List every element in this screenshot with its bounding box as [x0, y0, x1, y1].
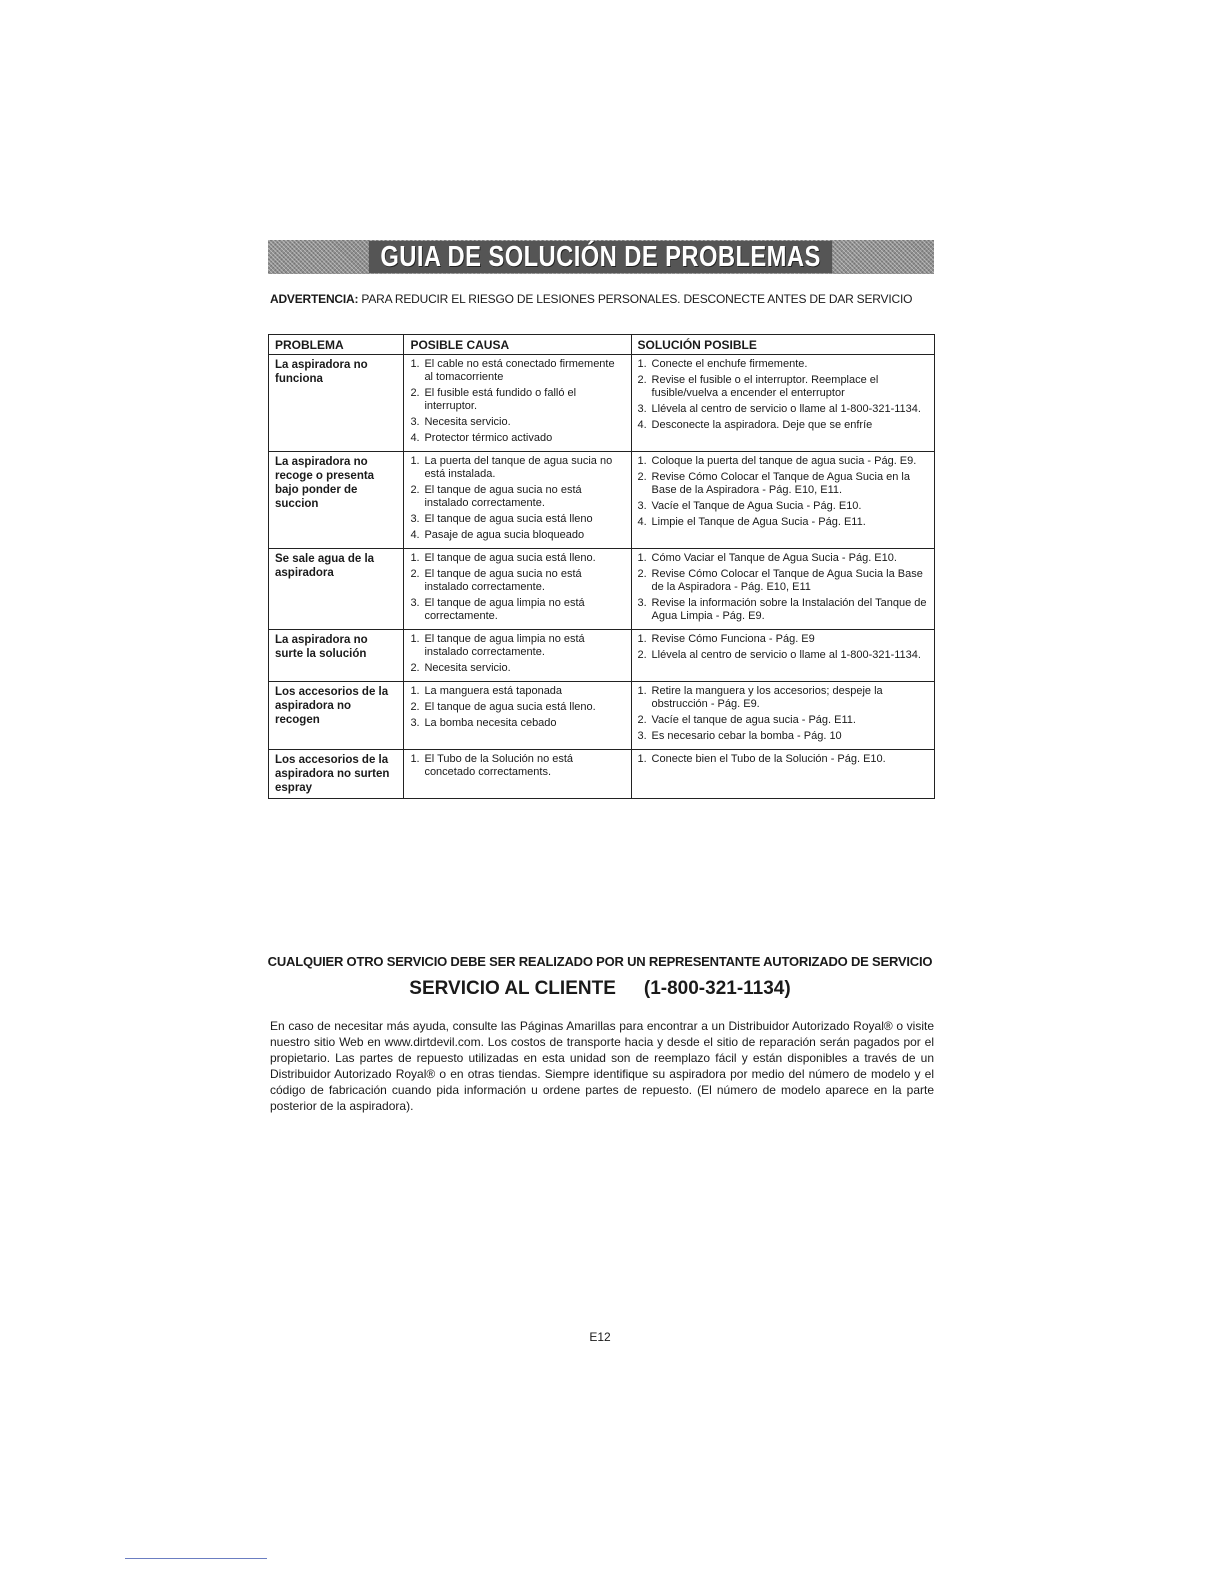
problem-cell: Los accesorios de la aspiradora no recogen: [269, 682, 404, 750]
table-row: [269, 549, 935, 630]
problem-cell: La aspiradora no funciona: [269, 355, 404, 452]
item-text: La manguera está taponada: [424, 685, 563, 697]
item-text: El tanque de agua sucia está lleno.: [424, 552, 596, 564]
table-row: [269, 682, 935, 750]
item-text: Vacíe el tanque de agua sucia - Pág. E11.: [651, 714, 856, 726]
item-text: Cómo Vaciar el Tanque de Agua Sucia - Pág. E10.: [651, 552, 897, 564]
header-problem: PROBLEMA: [269, 335, 404, 355]
item-number: 1.: [637, 685, 647, 697]
item-text: Revise la información sobre la Instalación del Tanque de Agua Limpia - Pág. E9.: [651, 597, 927, 622]
solution-item: [638, 403, 928, 416]
table-row: [269, 630, 935, 682]
solution-item: [638, 633, 928, 646]
item-text: El cable no está conectado firmemente al tomacorriente: [424, 358, 615, 383]
item-text: El tanque de agua limpia no está correctamente.: [424, 597, 585, 622]
table-row: [269, 750, 935, 799]
customer-service-label: SERVICIO AL CLIENTE: [409, 978, 616, 999]
item-text: Retire la manguera y los accesorios; despeje la obstrucción - Pág. E9.: [651, 685, 883, 710]
item-number: 3.: [637, 730, 647, 742]
item-text: Necesita servicio.: [424, 416, 511, 428]
problem-cell: La aspiradora no recoge o presenta bajo ponder de succion: [269, 452, 404, 549]
solution-item: [638, 455, 928, 468]
item-text: El tanque de agua sucia no está instalado correctamente.: [424, 568, 582, 593]
item-text: Desconecte la aspiradora. Deje que se enfríe: [651, 419, 873, 431]
item-text: Conecte bien el Tubo de la Solución - Pág. E10.: [651, 753, 886, 765]
cause-cell: [404, 750, 631, 799]
item-number: 3.: [637, 500, 647, 512]
item-number: 2.: [637, 568, 647, 580]
problem-cell: Los accesorios de la aspiradora no surten espray: [269, 750, 404, 799]
table-row: [269, 452, 935, 549]
cause-item: [410, 685, 624, 698]
solution-item: [638, 374, 928, 400]
solution-item: [638, 649, 928, 662]
item-number: 4.: [637, 516, 647, 528]
table-body: [269, 355, 935, 799]
cause-item: [410, 701, 624, 714]
item-text: El fusible está fundido o falló el interruptor.: [424, 387, 577, 412]
solution-item: [638, 552, 928, 565]
solution-cell: [631, 452, 934, 549]
cause-item: [410, 662, 624, 675]
item-number: 2.: [637, 374, 647, 386]
item-number: 1.: [410, 685, 420, 697]
item-text: Necesita servicio.: [424, 662, 511, 674]
item-text: Revise el fusible o el interruptor. Reemplace el fusible/vuelva a encender el enterruptor: [651, 374, 879, 399]
item-text: Protector térmico activado: [424, 432, 553, 444]
item-number: 2.: [410, 484, 420, 496]
solution-cell: [631, 682, 934, 750]
item-text: La puerta del tanque de agua sucia no está instalada.: [424, 455, 613, 480]
item-number: 3.: [410, 717, 420, 729]
cause-item: [410, 717, 624, 730]
service-notice: CUALQUIER OTRO SERVICIO DEBE SER REALIZADO POR UN REPRESENTANTE AUTORIZADO DE SERVICIO: [267, 954, 933, 969]
cause-cell: [404, 549, 631, 630]
item-text: Vacíe el Tanque de Agua Sucia - Pág. E10.: [651, 500, 862, 512]
page-title: GUIA DE SOLUCIÓN DE PROBLEMAS: [369, 241, 832, 273]
item-text: Es necesario cebar la bomba - Pág. 10: [651, 730, 842, 742]
item-text: Limpie el Tanque de Agua Sucia - Pág. E11.: [651, 516, 866, 528]
warning-label: ADVERTENCIA:: [270, 292, 359, 306]
item-text: Conecte el enchufe firmemente.: [651, 358, 808, 370]
item-text: Revise Cómo Colocar el Tanque de Agua Sucia la Base de la Aspiradora - Pág. E10, E11: [651, 568, 923, 593]
cause-item: [410, 633, 624, 659]
item-number: 1.: [410, 753, 420, 765]
item-number: 3.: [410, 597, 420, 609]
cause-cell: [404, 452, 631, 549]
cause-item: [410, 416, 624, 429]
header-cause: POSIBLE CAUSA: [404, 335, 631, 355]
cause-item: [410, 513, 624, 526]
cause-cell: [404, 630, 631, 682]
item-number: 2.: [637, 714, 647, 726]
solution-item: [638, 597, 928, 623]
item-number: 2.: [410, 701, 420, 713]
item-number: 2.: [637, 471, 647, 483]
item-number: 2.: [637, 649, 647, 661]
item-text: El tanque de agua sucia no está instalado correctamente.: [424, 484, 582, 509]
troubleshooting-table: [268, 334, 935, 799]
cause-cell: [404, 355, 631, 452]
customer-service-phone: (1-800-321-1134): [643, 978, 791, 999]
table-row: [269, 355, 935, 452]
item-text: El tanque de agua limpia no está instalado correctamente.: [424, 633, 585, 658]
cause-item: [410, 358, 624, 384]
item-number: 1.: [637, 633, 647, 645]
cause-item: [410, 753, 624, 779]
item-number: 3.: [637, 403, 647, 415]
item-text: Coloque la puerta del tanque de agua sucia - Pág. E9.: [651, 455, 917, 467]
warning-text: PARA REDUCIR EL RIESGO DE LESIONES PERSONALES. DESCONECTE ANTES DE DAR SERVICIO: [361, 292, 913, 306]
item-text: El Tubo de la Solución no está concetado correctaments.: [424, 753, 574, 778]
cause-item: [410, 597, 624, 623]
help-paragraph: En caso de necesitar más ayuda, consulte las Páginas Amarillas para encontrar a un Distribuidor Autorizado Royal® o visite nuestro sitio Web en www.dirtdevil.com. Los costos de transporte hacia y desde el sitio de reparación serán pagados por el propietario. Las partes de repuesto utilizadas en esta unidad son de reemplazo fácil y están disponibles a través de un Distribuidor Autorizado Royal® o en otras tiendas. Siempre identifique su aspiradora por medio del número de modelo y el código de fabricación cuando pida información u ordene partes de repuesto. (El número de modelo aparece en la parte posterior de la aspiradora).: [270, 1019, 934, 1113]
item-number: 4.: [410, 432, 420, 444]
title-banner: [268, 240, 934, 274]
item-number: 3.: [410, 513, 420, 525]
item-number: 2.: [410, 387, 420, 399]
cause-item: [410, 568, 624, 594]
item-text: El tanque de agua sucia está lleno.: [424, 701, 596, 713]
item-number: 2.: [410, 662, 420, 674]
item-text: La bomba necesita cebado: [424, 717, 557, 729]
cause-item: [410, 484, 624, 510]
item-text: Revise Cómo Colocar el Tanque de Agua Sucia en la Base de la Aspiradora - Pág. E10, E11.: [651, 471, 910, 496]
solution-item: [638, 471, 928, 497]
solution-item: [638, 500, 928, 513]
warning-line: [270, 292, 970, 306]
item-number: 3.: [637, 597, 647, 609]
cause-item: [410, 432, 624, 445]
item-text: Llévela al centro de servicio o llame al 1-800-321-1134.: [651, 403, 921, 415]
solution-cell: [631, 355, 934, 452]
cause-cell: [404, 682, 631, 750]
cause-item: [410, 552, 624, 565]
solution-item: [638, 753, 928, 766]
cause-item: [410, 455, 624, 481]
item-number: 4.: [637, 419, 647, 431]
item-number: 1.: [637, 358, 647, 370]
item-text: Llévela al centro de servicio o llame al 1-800-321-1134.: [651, 649, 921, 661]
solution-item: [638, 685, 928, 711]
item-text: Pasaje de agua sucia bloqueado: [424, 529, 585, 541]
solution-cell: [631, 630, 934, 682]
cause-item: [410, 387, 624, 413]
item-number: 4.: [410, 529, 420, 541]
item-number: 1.: [410, 633, 420, 645]
item-number: 3.: [410, 416, 420, 428]
solution-cell: [631, 549, 934, 630]
solution-item: [638, 358, 928, 371]
solution-item: [638, 568, 928, 594]
corner-divider: [125, 1558, 267, 1559]
cause-item: [410, 529, 624, 542]
item-number: 1.: [637, 455, 647, 467]
problem-cell: La aspiradora no surte la solución: [269, 630, 404, 682]
solution-cell: [631, 750, 934, 799]
item-number: 2.: [410, 568, 420, 580]
item-text: El tanque de agua sucia está lleno: [424, 513, 593, 525]
solution-item: [638, 419, 928, 432]
item-number: 1.: [410, 358, 420, 370]
customer-service: [260, 978, 940, 1000]
header-solution: SOLUCIÓN POSIBLE: [631, 335, 934, 355]
item-number: 1.: [637, 753, 647, 765]
item-number: 1.: [637, 552, 647, 564]
item-number: 1.: [410, 552, 420, 564]
solution-item: [638, 730, 928, 743]
solution-item: [638, 714, 928, 727]
item-number: 1.: [410, 455, 420, 467]
table-header-row: [269, 335, 935, 355]
problem-cell: Se sale agua de la aspiradora: [269, 549, 404, 630]
item-text: Revise Cómo Funciona - Pág. E9: [651, 633, 815, 645]
page-number: E12: [589, 1330, 611, 1344]
solution-item: [638, 516, 928, 529]
